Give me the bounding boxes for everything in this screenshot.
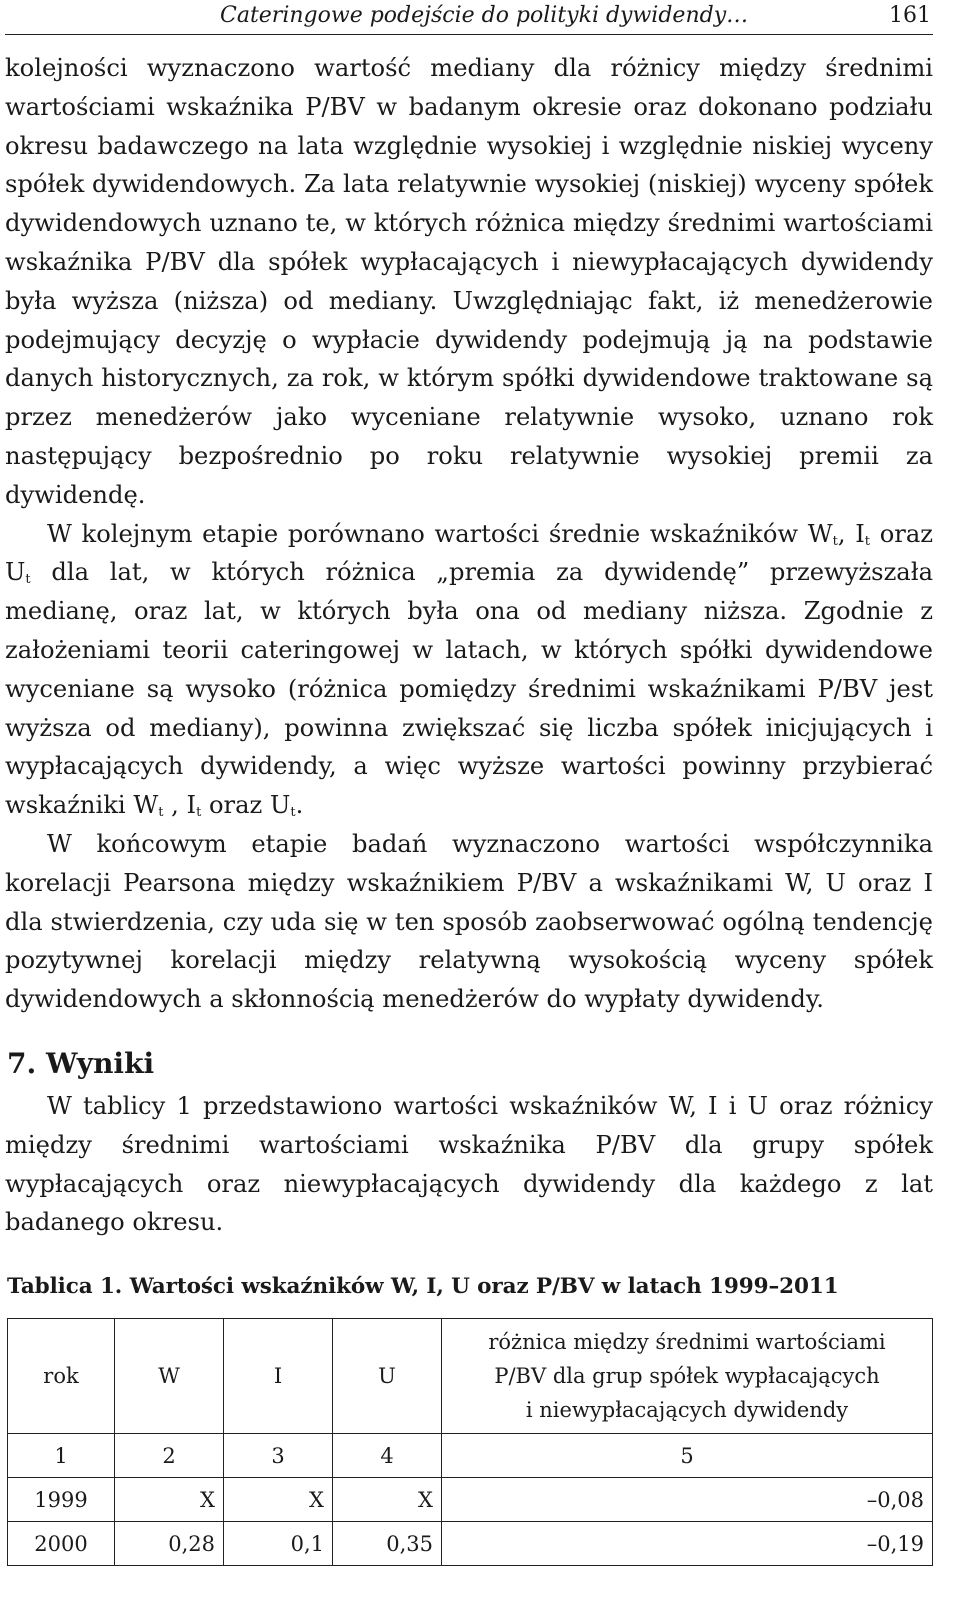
subscript: t (25, 572, 31, 588)
results-section (5, 1087, 933, 1242)
subscript: t (864, 533, 871, 549)
cell-rok: 1999 (8, 1478, 115, 1522)
text-run: oraz U (201, 791, 291, 820)
column-number-row (8, 1434, 933, 1478)
paragraph: W tablicy 1 przedstawiono wartości wskaźników W, I i U oraz różnicy między średnimi wartościami wskaźnika P/BV dla grupy spółek wypłacających oraz niewypłacających dywidendy dla każdego z lat badanego okresu. (5, 1092, 933, 1237)
section-heading: 7. Wyniki (7, 1047, 155, 1080)
cell-u: X (333, 1478, 442, 1522)
cell-i: 0,1 (224, 1522, 333, 1566)
header-u: U (333, 1319, 442, 1434)
cell-pbv-difference: –0,19 (442, 1522, 933, 1566)
column-number: 5 (442, 1434, 933, 1478)
cell-u: 0,35 (333, 1522, 442, 1566)
running-header (5, 2, 933, 35)
cell-rok: 2000 (8, 1522, 115, 1566)
column-number: 2 (115, 1434, 224, 1478)
text-run: . (295, 791, 304, 820)
text-run: dla lat, w których różnica „premia za dywidendę” przewyższała medianę, oraz lat, w których była ona od mediany niższa. Zgodnie z założeniami teorii cateringowej w latach, w których spółki dywidendowe wyceniane są wysoko (różnica pomiędzy średnimi wskaźnikami P/BV jest wyższa od mediany), powinna zwiększać się liczba spółek inicjujących i wypłacających dywidendy, a więc wyższe wartości powinny przybierać wskaźniki W (5, 558, 933, 820)
cell-w: 0,28 (115, 1522, 224, 1566)
subscript: t (196, 805, 202, 821)
paragraph: kolejności wyznaczono wartość mediany dla różnicy między średnimi wartościami wskaźnika P/BV w badanym okresie oraz dokonano podziału okresu badawczego na lata względnie wysokiej i względnie niskiej wyceny spółek dywidendowych. Za lata relatywnie wysokiej (niskiej) wyceny spółek dywidendowych uznano te, w których różnica między średnimi wartościami wskaźnika P/BV dla spółek wypłacających i niewypłacających dywidendy była wyższa (niższa) od mediany. Uwzględniając fakt, iż menedżerowie podejmujący decyzję o wypłacie dywidendy podejmują ją na podstawie danych historycznych, za rok, w którym spółki dywidendowe traktowane są przez menedżerów jako wyceniane relatywnie wysoko, uznano rok następujący bezpośrednio po roku relatywnie wysokiej premii za dywidendę. (5, 54, 933, 509)
running-title: Cateringowe podejście do polityki dywidendy… (220, 3, 749, 28)
header-i: I (224, 1319, 333, 1434)
text-run: W kolejnym etapie porównano wartości średnie wskaźników W (47, 519, 833, 548)
column-number: 1 (8, 1434, 115, 1478)
header-line: i niewypłacających dywidendy (525, 1398, 849, 1422)
cell-w: X (115, 1478, 224, 1522)
subscript: t (832, 533, 838, 549)
text-run: , I (837, 519, 865, 548)
column-number: 3 (224, 1434, 333, 1478)
subscript: t (158, 805, 164, 821)
table-row (8, 1522, 933, 1566)
column-number: 4 (333, 1434, 442, 1478)
header-pbv-difference (442, 1319, 933, 1434)
text-run: , I (163, 791, 197, 820)
header-line: różnica między średnimi wartościami (488, 1330, 886, 1354)
paragraph (5, 515, 933, 825)
cell-i: X (224, 1478, 333, 1522)
table-header-row (8, 1319, 933, 1434)
text-run: oraz U (5, 519, 933, 587)
cell-pbv-difference: –0,08 (442, 1478, 933, 1522)
paragraph: W końcowym etapie badań wyznaczono wartości współczynnika korelacji Pearsona między wskaźnikiem P/BV a wskaźnikami W, U oraz I dla stwierdzenia, czy uda się w ten sposób zaobserwować ogólną tendencję pozytywnej korelacji między relatywną wysokością wyceny spółek dywidendowych a skłonnością menedżerów do wypłaty dywidendy. (5, 829, 933, 1014)
methodology-section (5, 49, 933, 1019)
subscript: t (290, 805, 296, 821)
data-table (7, 1318, 933, 1566)
header-w: W (115, 1319, 224, 1434)
header-rok: rok (8, 1319, 115, 1434)
header-line: P/BV dla grup spółek wypłacających (494, 1364, 880, 1388)
page-number: 161 (889, 3, 931, 28)
table-caption: Tablica 1. Wartości wskaźników W, I, U oraz P/BV w latach 1999–2011 (7, 1274, 839, 1299)
table-row (8, 1478, 933, 1522)
